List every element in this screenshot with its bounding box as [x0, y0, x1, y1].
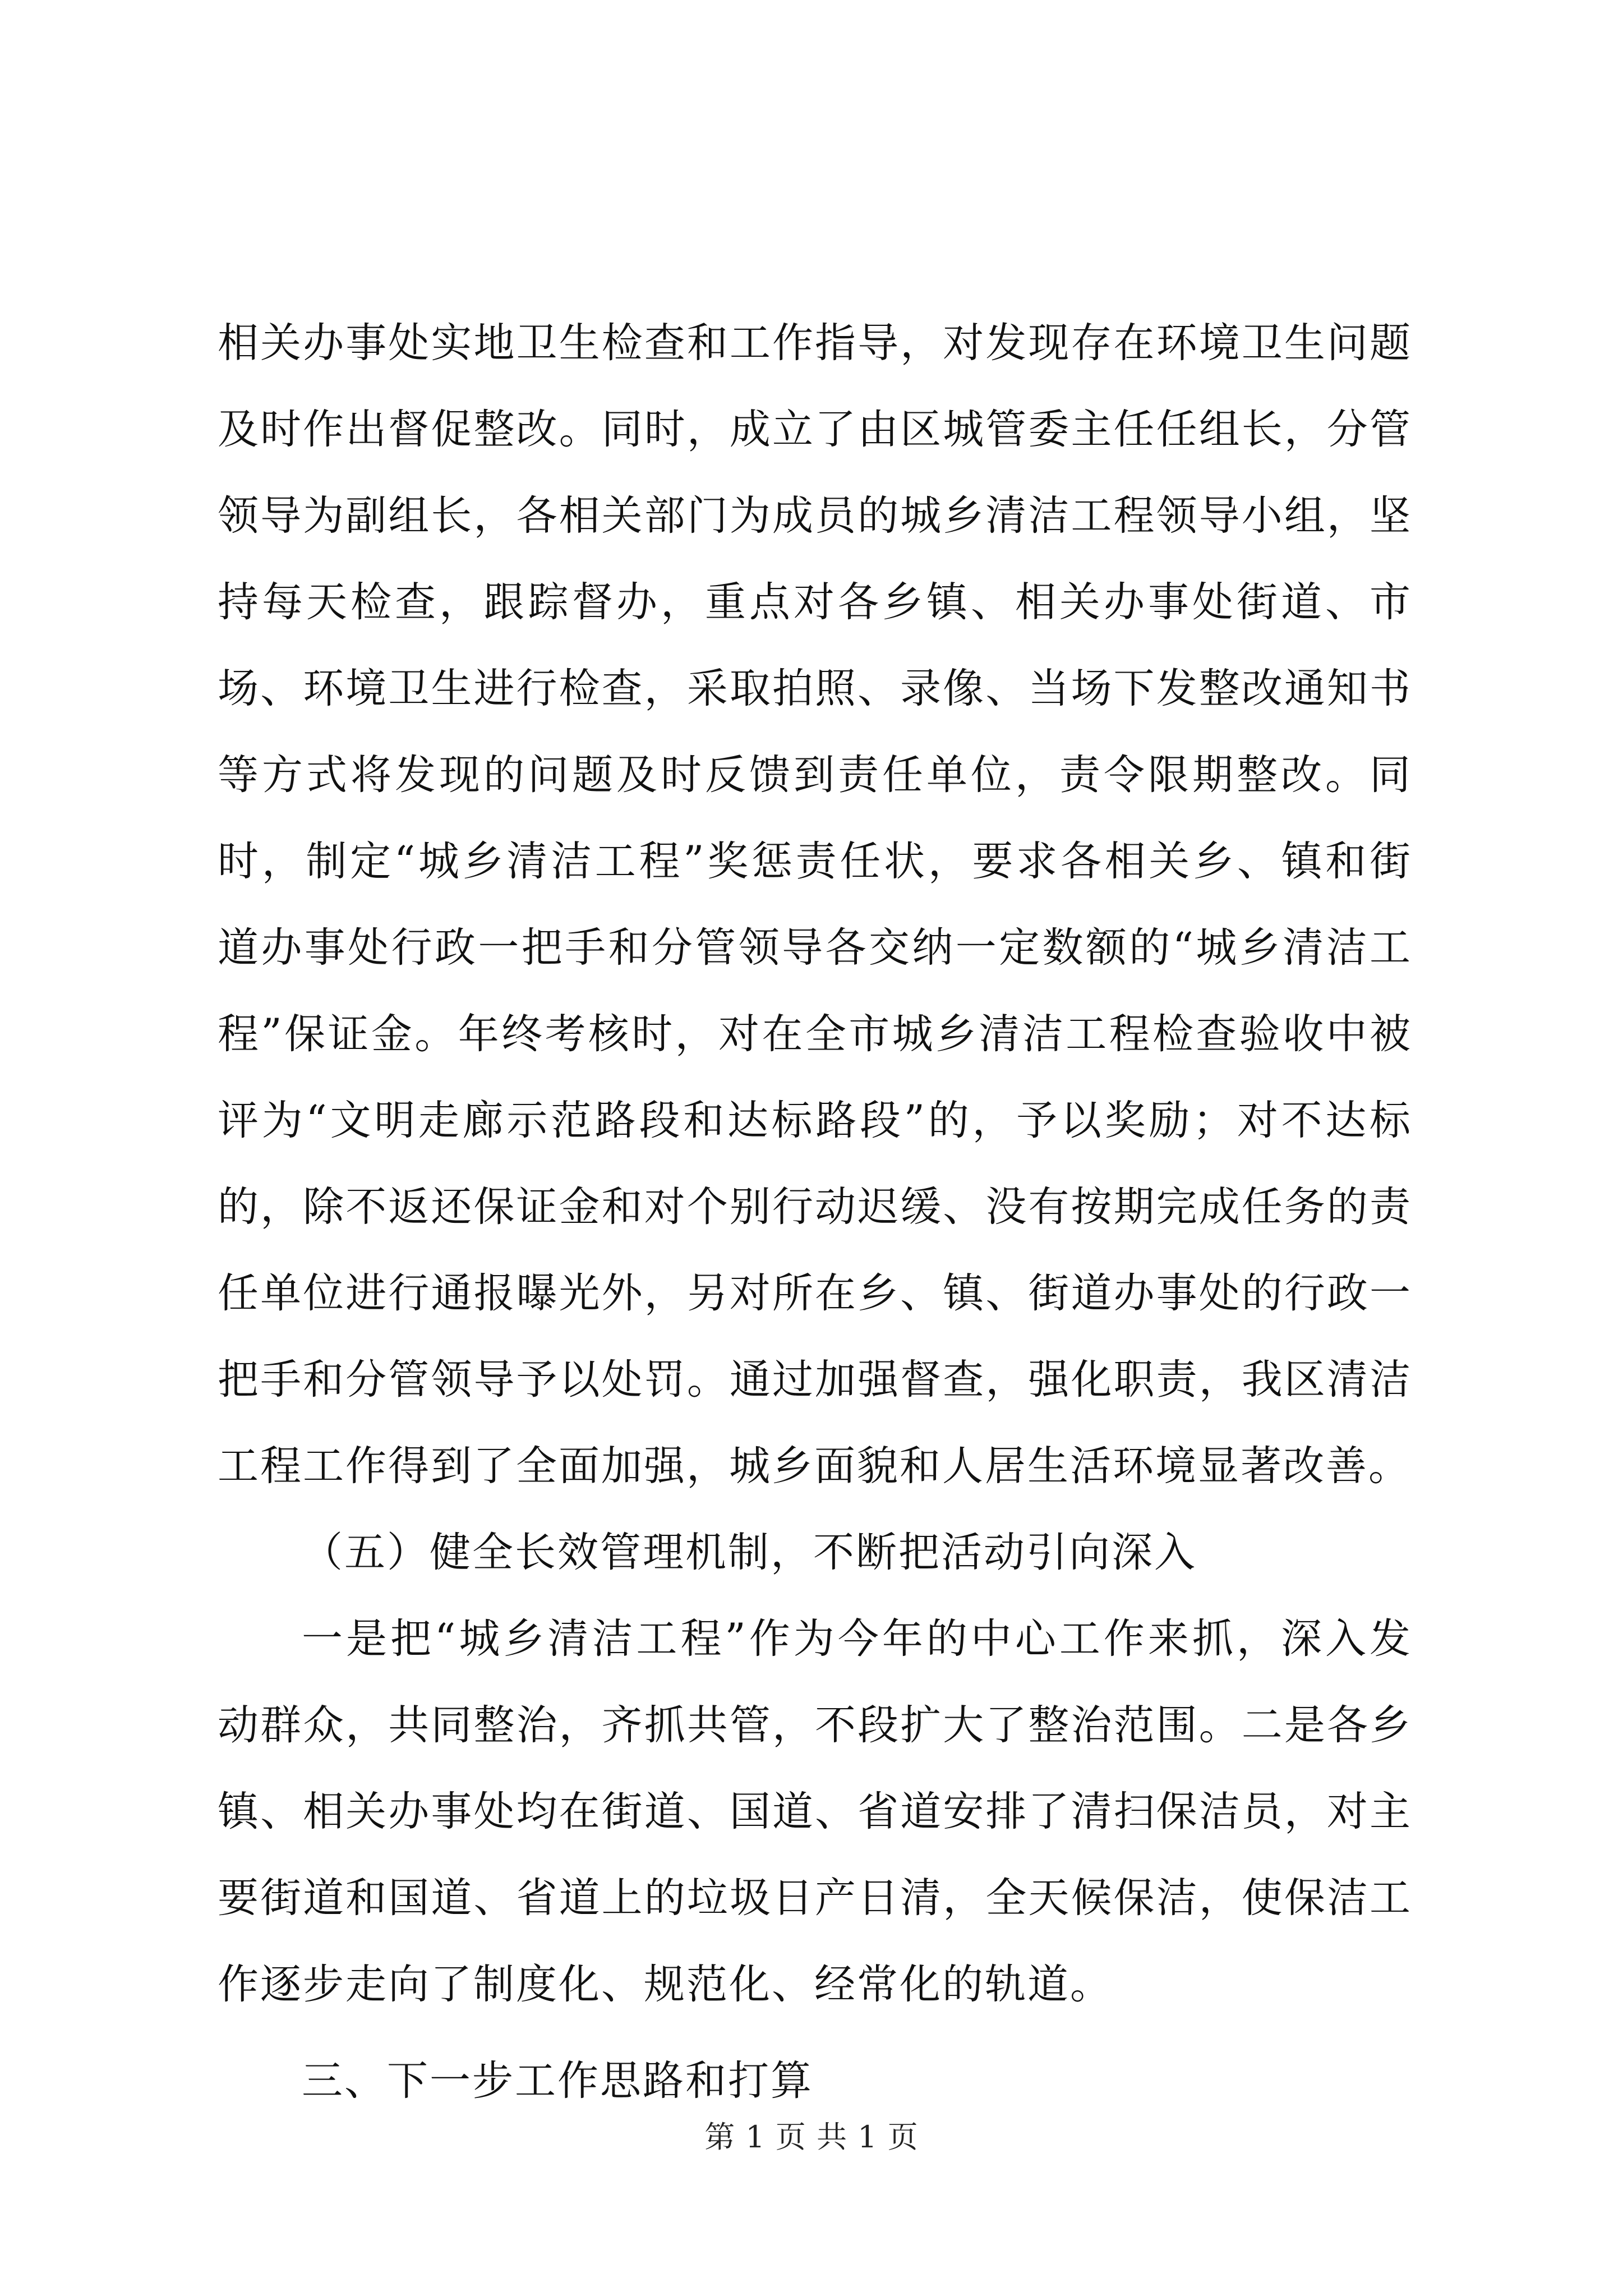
section-heading-3: 三、下一步工作思路和打算: [302, 2057, 813, 2105]
paragraph-long-term-mechanism: 一是把“城乡清洁工程”作为今年的中心工作来抓，深入发动群众，共同整治，齐抓共管，不段扩大了整治范围。二是各乡镇、相关办事处均在街道、国道、省道安排了清扫保洁员，对主要街道和国道、省道上的垃圾日产日清，全天候保洁，使保洁工作逐步走向了制度化、规范化、经常化的轨道。: [218, 1615, 1412, 2008]
paragraph-continued: 相关办事处实地卫生检查和工作指导，对发现存在环境卫生问题及时作出督促整改。同时，成立了由区城管委主任任组长，分管领导为副组长，各相关部门为成员的城乡清洁工程领导小组，坚持每天检查，跟踪督办，重点对各乡镇、相关办事处街道、市场、环境卫生进行检查，采取拍照、录像、当场下发整改通知书等方式将发现的问题及时反馈到责任单位，责令限期整改。同时，制定“城乡清洁工程”奖惩责任状，要求各相关乡、镇和街道办事处行政一把手和分管领导各交纳一定数额的“城乡清洁工程”保证金。年终考核时，对在全市城乡清洁工程检查验收中被评为“文明走廊示范路段和达标路段”的，予以奖励；对不达标的，除不返还保证金和对个别行动迟缓、没有按期完成任务的责任单位进行通报曝光外，另对所在乡、镇、街道办事处的行政一把手和分管领导予以处罚。通过加强督查，强化职责，我区清洁工程工作得到了全面加强，城乡面貌和人居生活环境显著改善。: [218, 319, 1412, 1490]
page-footer: 第 1 页 共 1 页: [704, 2119, 919, 2155]
document-body: [218, 300, 1412, 2124]
section-heading-5: （五）健全长效管理机制，不断把活动引向深入: [302, 1529, 1197, 1576]
